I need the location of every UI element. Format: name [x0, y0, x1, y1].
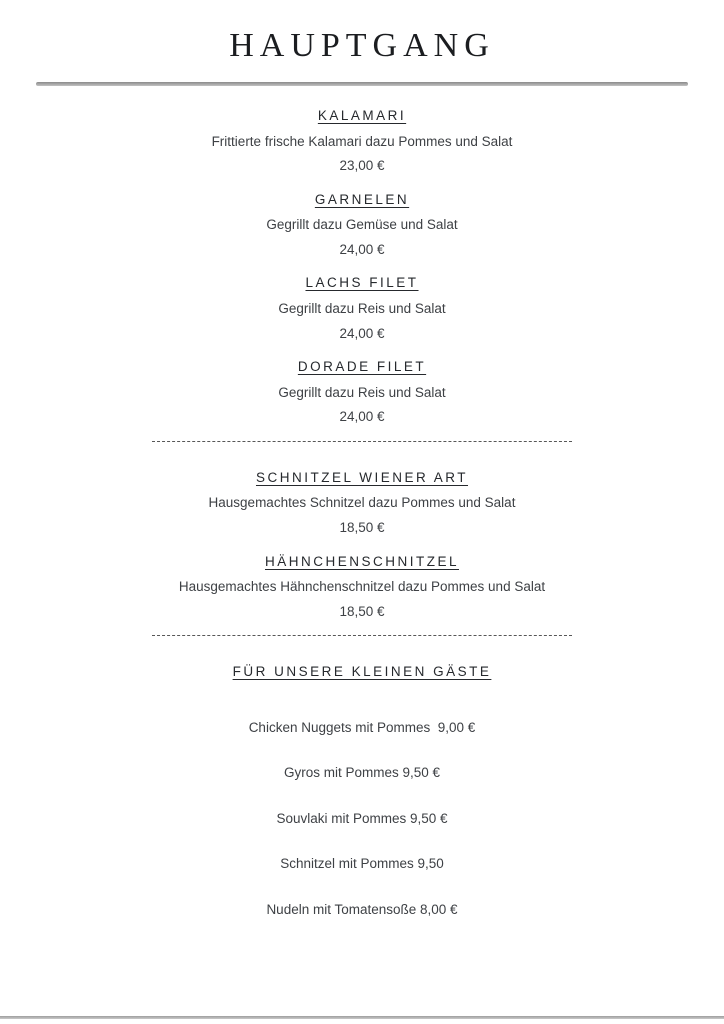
menu-item [0, 190, 724, 260]
menu-item-price: 23,00 € [339, 158, 385, 174]
menu-item [0, 552, 724, 622]
dashed-divider [152, 441, 572, 442]
menu-item-price: 24,00 € [339, 325, 385, 341]
menu-item-name: DORADE FILET [297, 359, 427, 375]
menu-item-price: 24,00 € [339, 241, 385, 257]
page-title: HAUPTGANG [229, 27, 495, 64]
kids-menu-item: Chicken Nuggets mit Pommes 9,00 € [248, 719, 476, 735]
menu-item [0, 357, 724, 427]
menu-item-name: SCHNITZEL WIENER ART [255, 469, 469, 485]
kids-menu-item: Schnitzel mit Pommes 9,50 [280, 856, 444, 872]
menu-item-name: LACHS FILET [305, 275, 419, 291]
kids-section-heading: FÜR UNSERE KLEINEN GÄSTE [232, 664, 492, 680]
kids-menu-item: Gyros mit Pommes 9,50 € [283, 765, 441, 781]
kids-section [0, 662, 724, 919]
menu-item-description: Frittierte frische Kalamari dazu Pommes und Salat [211, 133, 513, 149]
menu-item-description: Hausgemachtes Schnitzel dazu Pommes und Salat [208, 495, 516, 511]
dashed-divider [152, 635, 572, 636]
menu-item-price: 24,00 € [339, 409, 385, 425]
menu-item [0, 273, 724, 343]
menu-item-name: HÄHNCHENSCHNITZEL [264, 553, 459, 569]
menu-item [0, 106, 724, 176]
menu-item-name: GARNELEN [314, 191, 410, 207]
menu-item-description: Gegrillt dazu Reis und Salat [278, 301, 446, 317]
menu-section-seafood [0, 106, 724, 427]
menu-item-price: 18,50 € [339, 519, 385, 535]
menu-item-name: KALAMARI [317, 108, 407, 124]
menu-section-schnitzel [0, 468, 724, 621]
kids-menu-item: Souvlaki mit Pommes 9,50 € [276, 810, 448, 826]
bottom-divider [0, 1016, 724, 1019]
menu-content [0, 86, 724, 920]
menu-item-price: 18,50 € [339, 603, 385, 619]
menu-item [0, 468, 724, 538]
menu-item-description: Gegrillt dazu Reis und Salat [278, 384, 446, 400]
kids-menu-item: Nudeln mit Tomatensoße 8,00 € [266, 902, 458, 918]
menu-item-description: Gegrillt dazu Gemüse und Salat [266, 217, 458, 233]
menu-item-description: Hausgemachtes Hähnchenschnitzel dazu Pommes und Salat [178, 579, 546, 595]
